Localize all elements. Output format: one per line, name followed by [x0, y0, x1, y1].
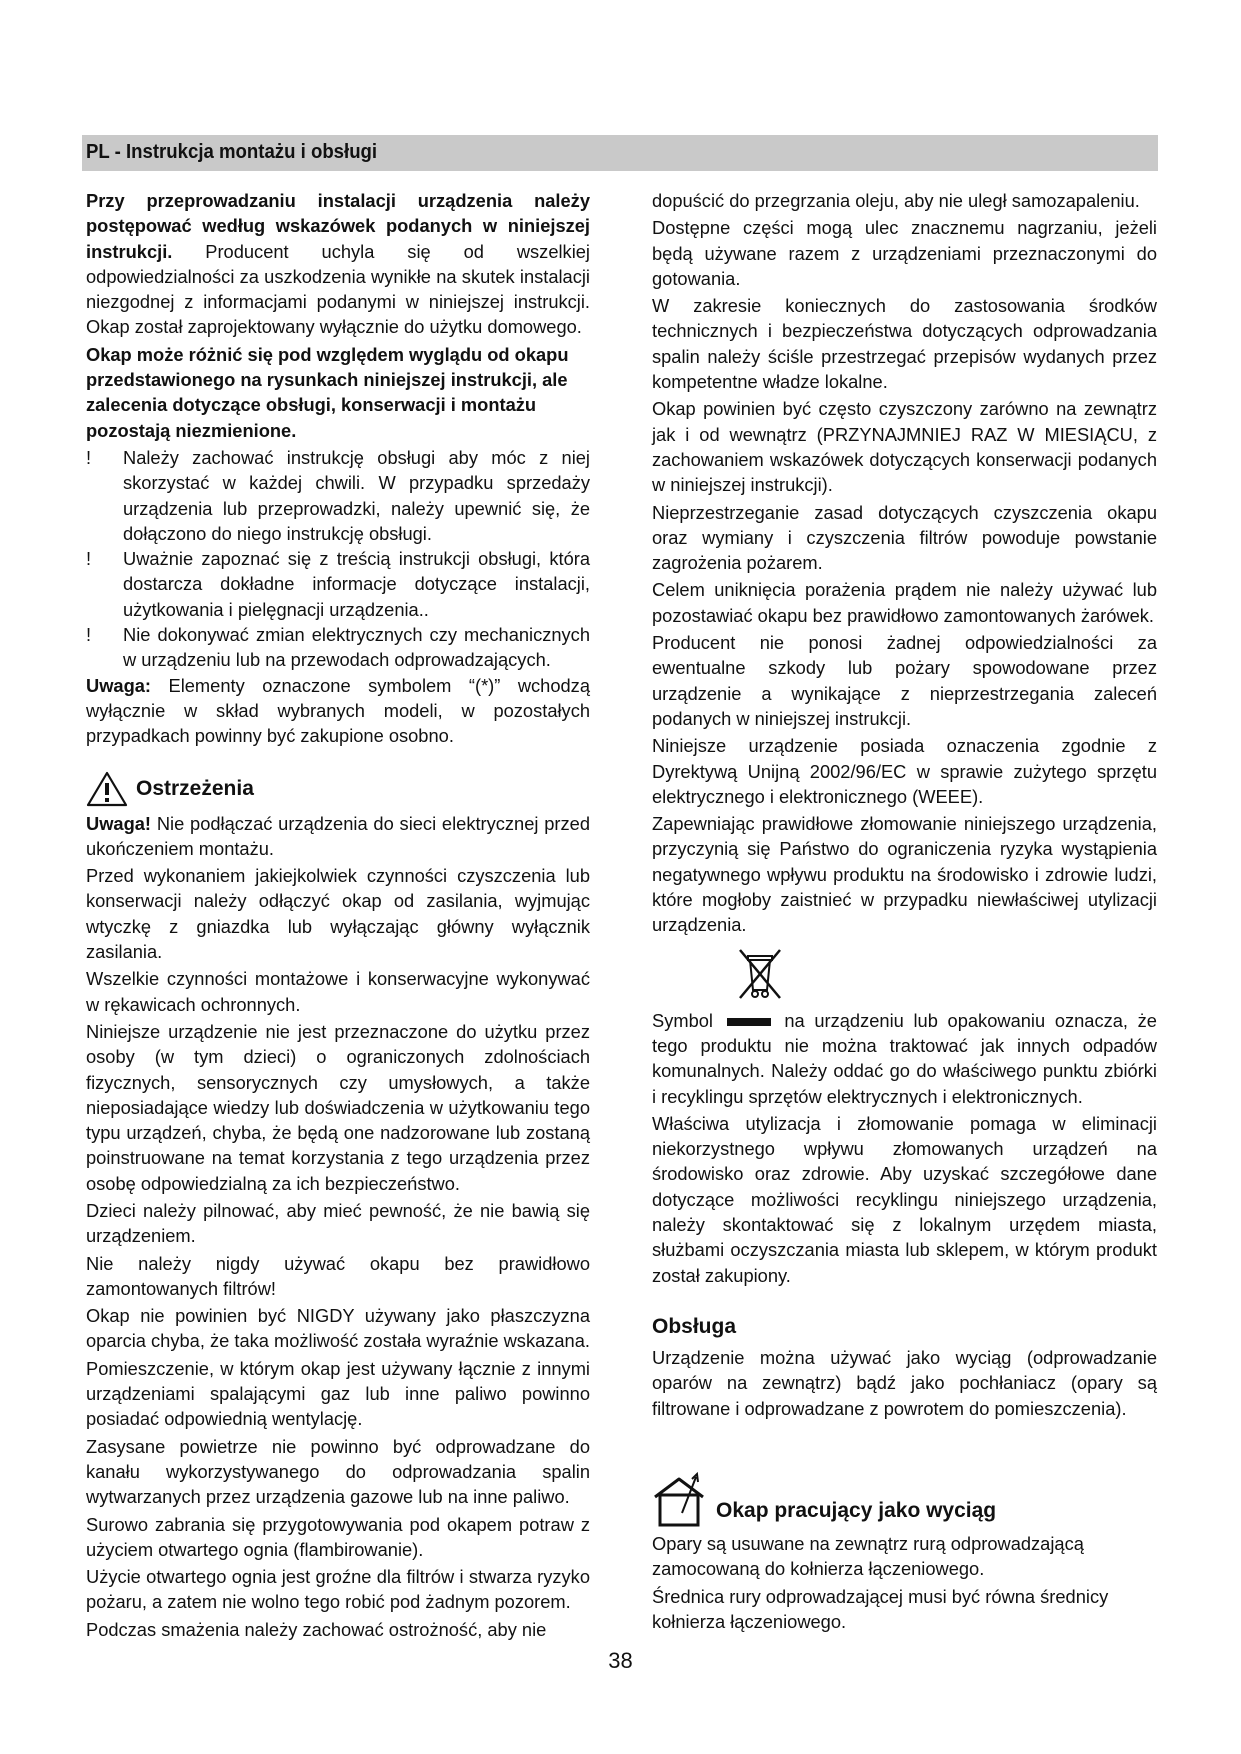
paragraph: Niniejsze urządzenie posiada oznaczenia zgodnie z Dyrektywą Unijną 2002/96/EC w sprawie zużytego sprzętu elektrycznego i elektronicznego (WEEE). [652, 735, 1157, 807]
page-number: 38 [608, 1648, 633, 1673]
paragraph: Podczas smażenia należy zachować ostrożność, aby nie [86, 1618, 547, 1640]
warning-triangle-icon [86, 771, 128, 807]
warning-text: Uważnie zapoznać się z treścią instrukcji obsługi, która dostarcza dokładne informacje dotyczące instalacji, użytkowania i pielęgnacji urządzenia.. [123, 548, 590, 620]
caution-paragraph [86, 811, 590, 862]
paragraph: Dostępne części mogą ulec znacznemu nagrzaniu, jeżeli będą używane razem z urządzeniami przeznaczonymi do gotowania. [652, 217, 1157, 289]
paragraph: Nie należy nigdy używać okapu bez prawidłowo zamontowanych filtrów! [86, 1252, 590, 1299]
right-column [652, 188, 1157, 1636]
exclamation-mark: ! [86, 548, 92, 570]
paragraph: Surowo zabrania się przygotowywania pod okapem potraw z użyciem otwartego ognia (flambirowanie). [86, 1513, 590, 1560]
paragraph: Opary są usuwane na zewnątrz rurą odprowadzającą zamocowaną do kołnierza łączeniowego. [652, 1533, 1084, 1580]
intro-paragraph [86, 188, 590, 340]
symbol-word: Symbol [652, 1009, 713, 1031]
paragraph: Dzieci należy pilnować, aby mieć pewność, że nie bawią się urządzeniem. [86, 1199, 590, 1247]
extract-title: Okap pracujący jako wyciąg [716, 1498, 997, 1522]
paragraph: Średnica rury odprowadzającej musi być równa średnicy kołnierza łączeniowego. [652, 1585, 1109, 1632]
paragraph: Producent nie ponosi żadnej odpowiedzialności za ewentualne szkody lub pożary spowodowane przez urządzenie a wynikające z nieprzestrzegania zaleceń podanych w niniejszej instrukcji. [652, 632, 1157, 729]
exclamation-mark: ! [86, 624, 92, 646]
page-title: PL - Instrukcja montażu i obsługi [86, 141, 378, 163]
warning-text: Nie dokonywać zmian elektrycznych czy mechanicznych w urządzeniu lub na przewodach odprowadzających. [123, 624, 590, 671]
house-extraction-icon [652, 1471, 710, 1529]
paragraph: Zasysane powietrze nie powinno być odprowadzane do kanału wykorzystywanego do odprowadzania spalin wytwarzanych przez urządzenia gazowe lub na inne paliwo. [86, 1435, 590, 1508]
paragraph: Okap powinien być często czyszczony zarówno na zewnątrz jak i od wewnątrz (PRZYNAJMNIEJ RAZ W MIESIĄCU, z zachowaniem wskazówek dotyczących konserwacji podanych w niniejszej instrukcji). [652, 398, 1157, 496]
intro-bold: Przy przeprowadzaniu instalacji urządzenia należy postępować według wskazówek podanych w niniejszej instrukcji. [86, 190, 590, 262]
caution-text: Nie podłączać urządzenia do sieci elektrycznej przed ukończeniem montażu. [86, 812, 590, 859]
usage-paragraph: Urządzenie można używać jako wyciąg (odprowadzanie oparów na zewnątrz) bądź jako pochłaniacz (opary są filtrowane i odprowadzane z powrotem do pomieszczenia). [652, 1347, 1157, 1419]
paragraph: W zakresie koniecznych do zastosowania środków technicznych i bezpieczeństwa dotyczących odprowadzania spalin należy ściśle przestrzegać przepisów wydanych przez kompetentne władze lokalne. [652, 295, 1157, 393]
paragraph: Niniejsze urządzenie nie jest przeznaczone do użytku przez osoby (w tym dzieci) o ograniczonych zdolnościach fizycznych, sensorycznych czy umysłowych, a także nieposiadające wiedzy lub doświadczenia w użytkowaniu tego typu urządzeń, chyba, że będą one nadzorowane lub zostaną poinstruowane na temat korzystania z tego urządzenia przez osobę odpowiedzialną za ich bezpieczeństwo. [86, 1020, 590, 1194]
warning-item [86, 622, 590, 673]
paragraph: Okap nie powinien być NIGDY używany jako płaszczyzna oparcia chyba, że taka możliwość została wyraźnie wskazana. [86, 1305, 590, 1352]
paragraph: Celem uniknięcia porażenia prądem nie należy używać lub pozostawiać okapu bez prawidłowo zamontowanych żarówek. [652, 579, 1157, 626]
symbol-rest: na urządzeniu lub opakowaniu oznacza, że tego produktu nie można traktować jak innych odpadów komunalnych. Należy oddać go do właściwego punktu zbiórki i recyklingu sprzętów elektrycznych i elektronicznych. [652, 1009, 1157, 1107]
disposal-paragraph: Właściwa utylizacja i złomowanie pomaga w eliminacji niekorzystnego wpływu złomowanych urządzeń na środowisko oraz zdrowie. Aby uzyskać szczegółowe dane dotyczące możliwości recyklingu niniejszego urządzenia, należy skontaktować się z lokalnym urzędem miasta, służbami oczyszczania miasta lub sklepem, w którym produkt został zakupiony. [652, 1112, 1157, 1286]
left-column [86, 188, 590, 1644]
paragraph: Użycie otwartego ognia jest groźne dla filtrów i stwarza ryzyko pożaru, a zatem nie wolno tego robić pod żadnym pozorem. [86, 1566, 590, 1613]
exclamation-mark: ! [86, 446, 92, 468]
extract-heading [652, 1471, 1157, 1529]
black-bar-symbol-icon [727, 1018, 771, 1026]
optional-parts-note [86, 673, 590, 749]
paragraph: Nieprzestrzeganie zasad dotyczących czyszczenia okapu oraz wymiany i czyszczenia filtrów powoduje powstanie zagrożenia pożarem. [652, 501, 1157, 574]
intro-rest: Producent uchyla się od wszelkiej odpowiedzialności za uszkodzenia wynikłe na skutek instalacji niezgodnej z informacjami podanymi w niniejszej instrukcji. Okap został zaprojektowany wyłącznie do użytku domowego. [86, 240, 590, 338]
weee-bin-icon [732, 946, 788, 1002]
paragraph: Pomieszczenie, w którym okap jest używany łącznie z innymi urządzeniami spalającymi gaz lub inne paliwo powinno posiadać odpowiednią wentylację. [86, 1357, 590, 1430]
warning-item [86, 445, 590, 546]
note-text: Elementy oznaczone symbolem “(*)” wchodzą wyłącznie w skład wybranych modeli, w pozostałych przypadkach powinny być zakupione osobno. [86, 674, 590, 747]
caution-label: Uwaga! [86, 812, 152, 834]
note-label: Uwaga: [86, 674, 152, 696]
warning-item [86, 546, 590, 622]
paragraph: Przed wykonaniem jakiejkolwiek czynności czyszczenia lub konserwacji należy odłączyć okap od zasilania, wyjmując wtyczkę z gniazdka lub wyłączając główny wyłącznik zasilania. [86, 865, 590, 963]
paragraph: dopuścić do przegrzania oleju, aby nie uległ samozapaleniu. [652, 190, 1140, 211]
warnings-heading [86, 771, 590, 807]
warning-text: Należy zachować instrukcję obsługi aby móc z niej skorzystać w każdej chwili. W przypadku sprzedaży urządzenia lub przeprowadzki, należy upewnić się, że dołączono do niego instrukcję obsługi. [123, 446, 590, 544]
paragraph: Wszelkie czynności montażowe i konserwacyjne wykonywać w rękawicach ochronnych. [86, 968, 590, 1015]
paragraph: Zapewniając prawidłowe złomowanie niniejszego urządzenia, przyczynią się Państwo do ograniczenia ryzyka wystąpienia negatywnego wpływu produktu na środowisko i zdrowie ludzi, które mogłoby zaistnieć w przypadku niewłaściwej utylizacji urządzenia. [652, 813, 1157, 936]
symbol-paragraph [652, 1008, 1157, 1109]
appearance-note: Okap może różnić się pod względem wyglądu od okapu przedstawionego na rysunkach niniejszej instrukcji, ale zalecenia dotyczące obsługi, konserwacji i montażu pozostają niezmienione. [86, 343, 569, 441]
warnings-title: Ostrzeżenia [136, 776, 254, 800]
usage-title: Obsługa [652, 1314, 737, 1338]
